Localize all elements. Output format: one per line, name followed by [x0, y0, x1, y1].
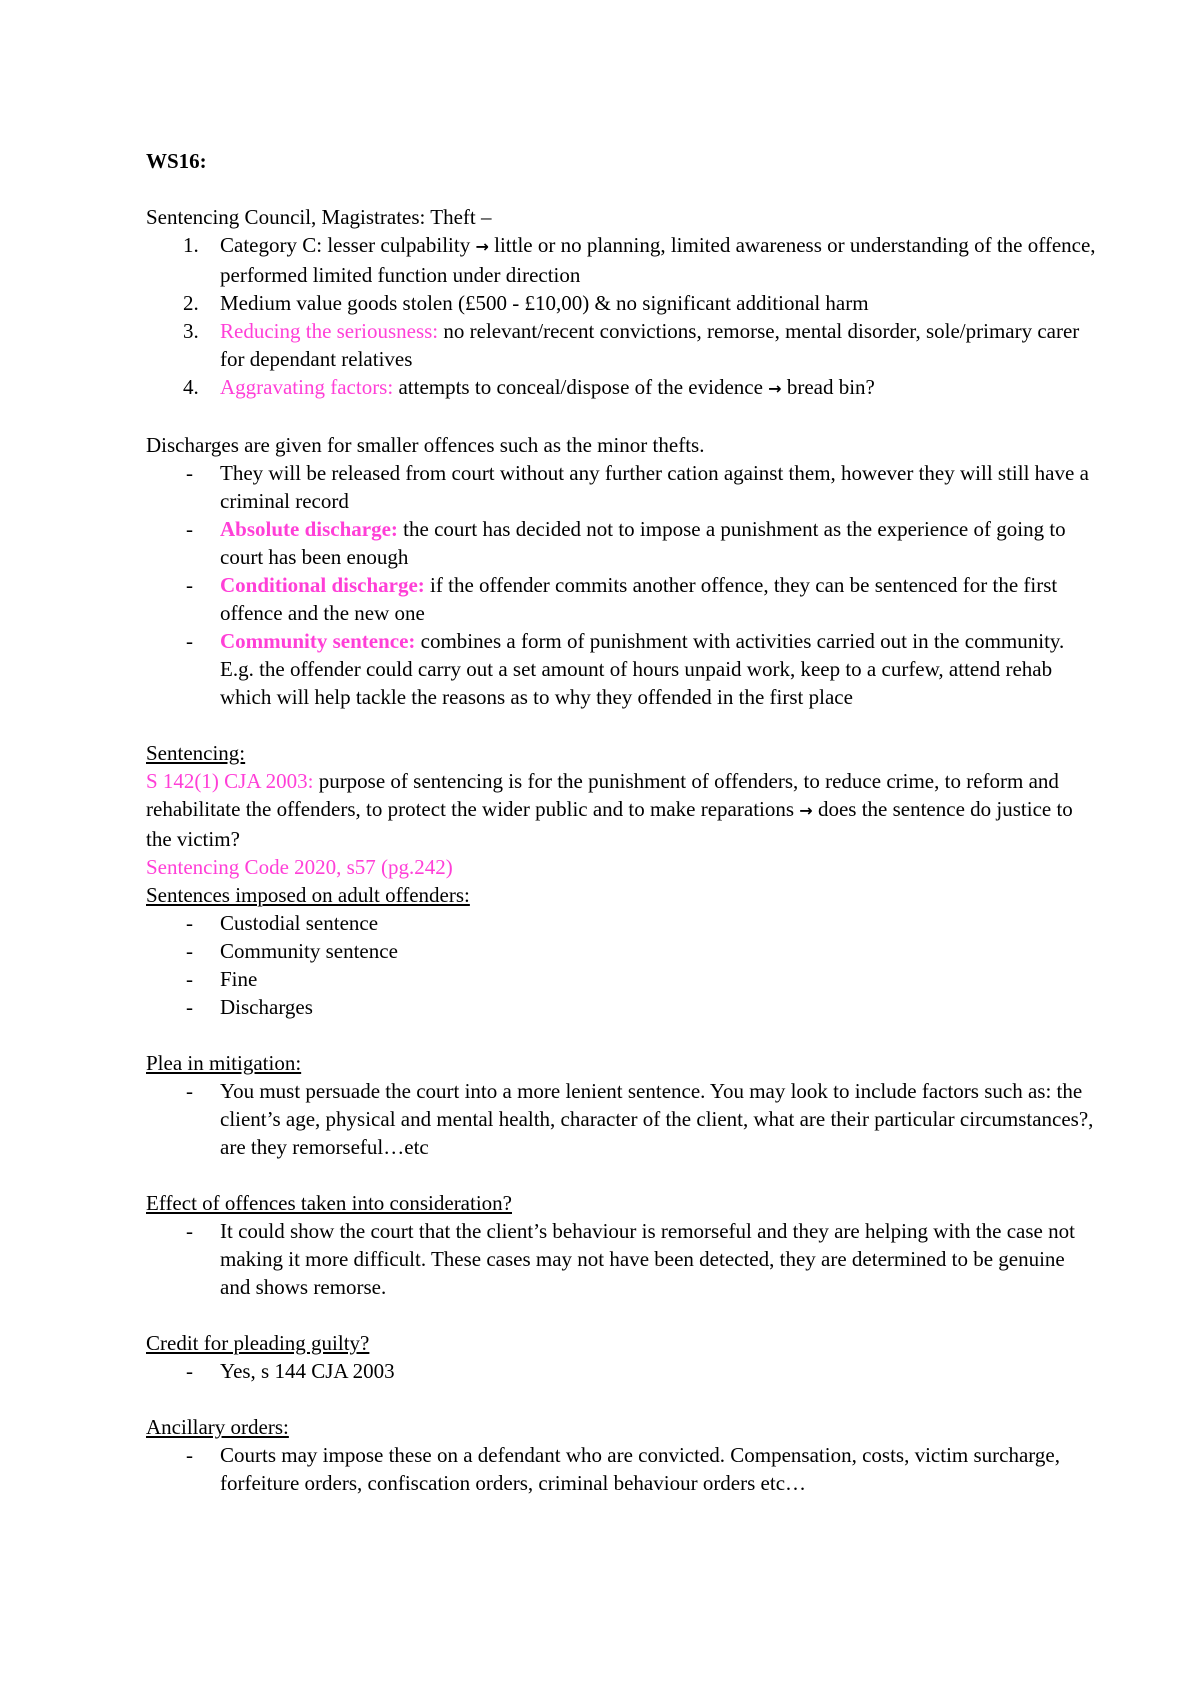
discharges-list — [146, 459, 1100, 711]
arrow-icon: → — [475, 237, 489, 256]
discharges-intro: Discharges are given for smaller offences such as the minor thefts. — [146, 433, 705, 457]
highlight-label: Conditional discharge: — [220, 573, 425, 597]
list-item — [146, 571, 1100, 627]
list-item — [146, 993, 1100, 1021]
ancillary-list — [146, 1441, 1100, 1497]
list-item-text: Medium value goods stolen (£500 - £10,00) & no significant additional harm — [220, 291, 869, 315]
arrow-icon: → — [768, 379, 782, 398]
section-heading-ancillary: Ancillary orders: — [146, 1415, 289, 1439]
list-item-text: Yes, s 144 CJA 2003 — [220, 1359, 395, 1383]
dash-bullet: - — [186, 573, 193, 597]
list-item-text: little or no planning, limited awareness or understanding of the offence, performed limited function under direction — [220, 233, 1096, 287]
dash-bullet: - — [186, 461, 193, 485]
list-item — [146, 627, 1100, 711]
list-item — [146, 909, 1100, 937]
list-item-text: the court has decided not to impose a punishment as the experience of going to court has been enough — [220, 517, 1066, 569]
paragraph-text: purpose of sentencing is for the punishment of offenders, to reduce crime, to reform and rehabilitate the offenders, to protect the wider public and to make reparations — [146, 769, 1059, 821]
statute-reference: Sentencing Code 2020, s57 (pg.242) — [146, 855, 453, 879]
list-item-text: You must persuade the court into a more lenient sentence. You may look to include factors such as: the client’s age, physical and mental health, character of the client, what are their particular circumstances?, are they remorseful…etc — [220, 1079, 1094, 1159]
list-item-text: Courts may impose these on a defendant who are convicted. Compensation, costs, victim surcharge, forfeiture orders, confiscation orders, criminal behaviour orders etc… — [220, 1443, 1060, 1495]
list-item — [146, 515, 1100, 571]
section-heading-plea: Plea in mitigation: — [146, 1051, 302, 1075]
list-item — [146, 1357, 1100, 1385]
list-item — [146, 965, 1100, 993]
dash-bullet: - — [186, 967, 193, 991]
statute-reference: S 142(1) CJA 2003: — [146, 769, 314, 793]
list-item-text: if the offender commits another offence, they can be sentenced for the first offence and the new one — [220, 573, 1058, 625]
paragraph-text: does the sentence do justice to the victim? — [146, 797, 1073, 851]
list-number: 1. — [183, 233, 199, 257]
dash-bullet: - — [186, 1079, 193, 1103]
credit-list — [146, 1357, 1100, 1385]
list-item-text: no relevant/recent convictions, remorse, mental disorder, sole/primary carer for dependant relatives — [220, 319, 1080, 371]
dash-bullet: - — [186, 939, 193, 963]
sentencing-paragraph — [146, 767, 1100, 853]
list-item-text: It could show the court that the client’s behaviour is remorseful and they are helping with the case not making it more difficult. These cases may not have been detected, they are determined to be genuine and shows remorse. — [220, 1219, 1075, 1299]
document-title: WS16: — [146, 149, 207, 173]
section-heading-sentencing: Sentencing: — [146, 741, 246, 765]
list-item-text: Category C: lesser culpability — [220, 233, 476, 257]
dash-bullet: - — [186, 1219, 193, 1243]
list-item — [146, 1217, 1100, 1301]
highlight-label: Reducing the seriousness: — [220, 319, 439, 343]
list-item — [146, 459, 1100, 515]
section-heading-effect: Effect of offences taken into consideration? — [146, 1191, 512, 1215]
list-item-text: attempts to conceal/dispose of the evidence — [393, 375, 769, 399]
highlight-label: Community sentence: — [220, 629, 416, 653]
dash-bullet: - — [186, 629, 193, 653]
list-item — [146, 937, 1100, 965]
list-number: 2. — [183, 291, 199, 315]
list-item — [146, 1077, 1100, 1161]
list-item-text: bread bin? — [781, 375, 875, 399]
list-item — [146, 289, 1100, 317]
dash-bullet: - — [186, 911, 193, 935]
highlight-label: Aggravating factors: — [220, 375, 394, 399]
theft-intro: Sentencing Council, Magistrates: Theft – — [146, 205, 492, 229]
list-item — [146, 373, 1100, 403]
list-number: 3. — [183, 319, 199, 343]
list-item — [146, 231, 1100, 289]
plea-list — [146, 1077, 1100, 1161]
dash-bullet: - — [186, 1359, 193, 1383]
list-item-text: Custodial sentence — [220, 911, 379, 935]
section-heading-credit: Credit for pleading guilty? — [146, 1331, 370, 1355]
highlight-label: Absolute discharge: — [220, 517, 398, 541]
arrow-icon: → — [799, 801, 813, 820]
list-item-text: They will be released from court without any further cation against them, however they will still have a criminal record — [220, 461, 1089, 513]
list-item — [146, 317, 1100, 373]
subheading-adult-sentences: Sentences imposed on adult offenders: — [146, 883, 470, 907]
dash-bullet: - — [186, 517, 193, 541]
adult-sentences-list — [146, 909, 1100, 1021]
list-item-text: Fine — [220, 967, 258, 991]
list-item-text: combines a form of punishment with activities carried out in the community. E.g. the offender could carry out a set amount of hours unpaid work, keep to a curfew, attend rehab which will help tackle the reasons as to why they offended in the first place — [220, 629, 1065, 709]
list-item-text: Discharges — [220, 995, 313, 1019]
list-item — [146, 1441, 1100, 1497]
list-item-text: Community sentence — [220, 939, 398, 963]
dash-bullet: - — [186, 1443, 193, 1467]
dash-bullet: - — [186, 995, 193, 1019]
list-number: 4. — [183, 375, 199, 399]
theft-list — [146, 231, 1100, 403]
effect-list — [146, 1217, 1100, 1301]
